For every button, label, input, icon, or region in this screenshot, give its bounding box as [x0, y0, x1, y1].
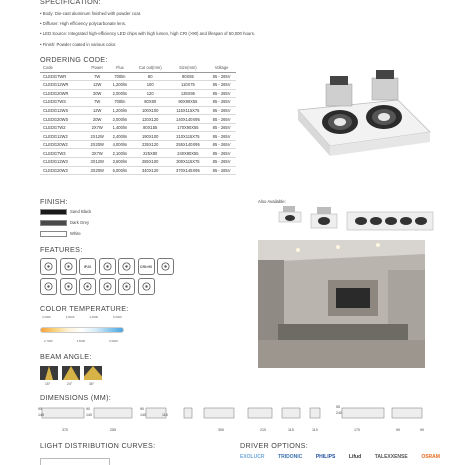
table-cell: 2,000lm: [108, 89, 132, 98]
table-cell: 2X12W: [86, 132, 108, 141]
table-header-cell: Voltage: [207, 64, 236, 72]
dimension-drawing: [248, 408, 272, 418]
table-cell: 7W: [86, 98, 108, 107]
table-cell: 120: [132, 89, 169, 98]
table-cell: 2X7W: [86, 123, 108, 132]
table-cell: 85 - 265V: [207, 123, 236, 132]
table-cell: 85 - 265V: [207, 166, 236, 175]
beam-angle-image: [62, 366, 80, 380]
dimension-label: 210: [260, 428, 266, 432]
table-cell: 2,400lm: [108, 132, 132, 141]
dimension-label: 240: [336, 411, 342, 415]
table-cell: 700lm: [108, 72, 132, 81]
beam-angle-image: [84, 366, 102, 380]
spec-item: • Finish: Powder coated in various color.: [40, 40, 330, 50]
also-available-label: Also Available:: [258, 199, 286, 204]
driver-brand-logo: TALEXXENSE: [374, 454, 408, 460]
table-cell: 240X90X55: [169, 149, 207, 158]
dimming-icon: [40, 278, 57, 295]
color-temp-gradient: [40, 327, 124, 333]
table-cell: 3X20W: [86, 166, 108, 175]
table-cell: 20W: [86, 89, 108, 98]
table-cell: 700lm: [108, 98, 132, 107]
table-header-row: [40, 64, 236, 72]
table-cell: 1,200lm: [108, 106, 132, 115]
dimension-drawing: [342, 408, 384, 418]
table-cell: 80: [132, 72, 169, 81]
driver-brand-logo: EXOLUCR: [240, 454, 265, 460]
table-cell: 3X7W: [86, 149, 108, 158]
dimension-label: 55: [336, 405, 340, 409]
beam-angle-label: 36°: [89, 382, 95, 386]
table-cell: 85 - 265V: [207, 132, 236, 141]
color-temp-tick: 5,000K: [113, 315, 122, 319]
table-header-cell: Size(mm): [169, 64, 207, 72]
table-cell: 90X90X55: [169, 98, 207, 107]
beam-angle-label: 15°: [45, 382, 51, 386]
dimension-label: 95: [38, 407, 42, 411]
spec-title: SPECIFICATION:: [40, 0, 101, 6]
dimension-drawing: [42, 408, 84, 418]
table-cell: 2X20W: [86, 140, 108, 149]
table-cell: 85 - 265V: [207, 98, 236, 107]
beam-angle-images: [40, 366, 102, 380]
spec-item: • Diffuser: High efficiency polycarbonate lens.: [40, 19, 330, 29]
table-cell: 140X140X95: [169, 115, 207, 124]
cutout-icon: [79, 278, 96, 295]
finish-swatch: [40, 220, 67, 226]
table-cell: 340X120: [132, 166, 169, 175]
ordering-table: [40, 64, 236, 175]
color-temp-tick: 3,000K: [65, 315, 75, 319]
color-temp-sub-labels: [44, 339, 118, 343]
table-cell: 4,000lm: [108, 140, 132, 149]
dimension-label: 90: [420, 428, 424, 432]
table-cell: CLEDG7WR: [40, 72, 86, 81]
table-cell: CLEDG20WS: [40, 115, 86, 124]
color-temp-sub-label: 6,500K: [109, 339, 118, 343]
table-row: [40, 81, 236, 90]
spec-item: • LED Source: Integrated high-efficiency LED chips with high lumen, high CRI (>90) and lifespan of 50,000 hours.: [40, 29, 330, 39]
table-cell: 210X115X75: [169, 132, 207, 141]
dimension-label: 140: [140, 413, 146, 417]
table-cell: 85 - 265V: [207, 157, 236, 166]
dimension-drawing: [392, 408, 422, 418]
table-cell: 170X90X55: [169, 123, 207, 132]
table-cell: 85 - 265V: [207, 115, 236, 124]
table-cell: 7W: [86, 72, 108, 81]
table-row: [40, 72, 236, 81]
table-row: [40, 115, 236, 124]
driver-brand-logo: TRIDONIC: [278, 454, 303, 460]
table-cell: 1,200lm: [108, 81, 132, 90]
dimension-drawing: [310, 408, 320, 418]
uv-free-icon: [118, 278, 135, 295]
finish-label: Dark Grey: [70, 220, 90, 225]
driver-brand-logo: Lifud: [348, 454, 362, 460]
features-grid: [40, 258, 180, 295]
driver-brand-logo: PHILIPS: [315, 454, 336, 460]
driver-title: DRIVER OPTIONS:: [240, 441, 308, 450]
light-distribution-curve: [40, 458, 110, 465]
table-cell: CLEDG12WR: [40, 81, 86, 90]
table-cell: 190X100: [132, 132, 169, 141]
features-title: FEATURES:: [40, 245, 83, 254]
dimension-label: 300: [218, 428, 224, 432]
table-cell: CLEDG20W2: [40, 140, 86, 149]
dimension-label: 255: [110, 428, 116, 432]
table-cell: 85 - 265V: [207, 140, 236, 149]
color-temp-sub-label: 2,700K: [44, 339, 53, 343]
table-cell: 85 - 265V: [207, 149, 236, 158]
cri-icon: [138, 258, 155, 275]
table-cell: 85 - 265V: [207, 81, 236, 90]
table-row: [40, 123, 236, 132]
dimension-label: 370: [62, 428, 68, 432]
table-cell: CLEDG20WR: [40, 89, 86, 98]
color-temp-tick: 4,000K: [89, 315, 99, 319]
driver-brand-logo: OSRAM: [421, 454, 440, 460]
table-row: [40, 149, 236, 158]
table-row: [40, 140, 236, 149]
dimension-label: 90: [140, 407, 144, 411]
table-row: [40, 98, 236, 107]
dimension-label: 115: [162, 413, 168, 417]
table-cell: 235X120: [132, 140, 169, 149]
flicker-free-icon: [138, 278, 155, 295]
beam-angle-label: 24°: [67, 382, 73, 386]
color-temp-title: COLOR TEMPERATURE:: [40, 304, 129, 313]
table-cell: CLEDG12W2: [40, 132, 86, 141]
finish-title: FINISH:: [40, 197, 68, 206]
table-cell: 3X12W: [86, 157, 108, 166]
dimension-label: 145: [38, 413, 44, 417]
dimensions-title: DIMENSIONS (MM):: [40, 393, 112, 402]
dimension-drawing: [282, 408, 300, 418]
dimension-label: 115: [288, 428, 294, 432]
finish-option: [40, 208, 91, 215]
table-cell: 100X100: [132, 106, 169, 115]
table-cell: 110X75: [169, 81, 207, 90]
ip20-icon: [79, 258, 96, 275]
driver-icon: [118, 258, 135, 275]
table-cell: CLEDG7W2: [40, 123, 86, 132]
beam-title: BEAM ANGLE:: [40, 352, 92, 361]
table-cell: CLEDG12WS: [40, 106, 86, 115]
dimension-drawings: [36, 404, 428, 434]
table-row: [40, 132, 236, 141]
table-header-cell: Cut out(mm): [132, 64, 169, 72]
table-cell: 100: [132, 81, 169, 90]
table-cell: 300X115X75: [169, 157, 207, 166]
table-cell: 90X55: [169, 72, 207, 81]
table-cell: 85 - 265V: [207, 89, 236, 98]
dimension-label: 110: [312, 428, 318, 432]
dimension-label: 90: [396, 428, 400, 432]
rotate-icon: [60, 258, 77, 275]
table-cell: CLEDG7WS: [40, 98, 86, 107]
dimension-label: 170: [354, 428, 360, 432]
feature-badge-text: IP20: [83, 264, 92, 269]
table-cell: 2,100lm: [108, 149, 132, 158]
table-cell: 80X80: [132, 98, 169, 107]
finish-label: Sand Black: [70, 209, 92, 214]
finish-swatch: [40, 231, 67, 237]
table-cell: 12W: [86, 81, 108, 90]
beam-angle-image: [40, 366, 58, 380]
table-cell: 80X155: [132, 123, 169, 132]
feature-badge-text: CRI>90: [139, 264, 153, 269]
table-cell: 255X140X95: [169, 140, 207, 149]
spec-item: • Body: Die-cast aluminum finished with powder coat.: [40, 9, 330, 19]
color-temp-tick: 3,200K: [42, 315, 51, 319]
dimension-label: 90: [86, 407, 90, 411]
table-header-cell: Power: [86, 64, 108, 72]
table-header-cell: Code: [40, 64, 86, 72]
table-cell: CLEDG20W3: [40, 166, 86, 175]
table-header-cell: Flux: [108, 64, 132, 72]
color-temp-ticks: [42, 315, 122, 319]
table-cell: 85 - 265V: [207, 72, 236, 81]
table-cell: 1,400lm: [108, 123, 132, 132]
dimension-drawing: [204, 408, 234, 418]
table-cell: 120X120: [132, 115, 169, 124]
recessed-icon: [60, 278, 77, 295]
ordering-table-body: [40, 72, 236, 175]
table-cell: 85 - 265V: [207, 106, 236, 115]
product-image: [288, 70, 438, 180]
table-cell: CLEDG12W3: [40, 157, 86, 166]
table-cell: 2,000lm: [108, 115, 132, 124]
color-temp-sub-label: 3,500K: [76, 339, 86, 343]
table-cell: 135X95: [169, 89, 207, 98]
lifespan-icon: [157, 258, 174, 275]
table-cell: 3,600lm: [108, 157, 132, 166]
table-row: [40, 157, 236, 166]
dimension-drawing: [94, 408, 132, 418]
alternative-products-image: [275, 206, 435, 234]
driver-logos: [240, 452, 440, 462]
table-row: [40, 106, 236, 115]
table-cell: 12W: [86, 106, 108, 115]
table-row: [40, 89, 236, 98]
chip-icon: [99, 258, 116, 275]
dimension-label: 140: [86, 413, 92, 417]
room-application-photo: [258, 240, 425, 368]
finish-option: [40, 219, 89, 226]
dimension-drawing: [184, 408, 192, 418]
table-cell: 225X80: [132, 149, 169, 158]
table-cell: 285X100: [132, 157, 169, 166]
finish-swatch: [40, 209, 67, 215]
finish-option: [40, 230, 81, 237]
table-cell: 20W: [86, 115, 108, 124]
table-cell: 370X145X95: [169, 166, 207, 175]
table-cell: CLEDG7W3: [40, 149, 86, 158]
spec-list: [40, 9, 330, 50]
table-cell: 115X115X75: [169, 106, 207, 115]
finish-label: White: [70, 231, 81, 236]
table-cell: 6,000lm: [108, 166, 132, 175]
warranty-icon: [99, 278, 116, 295]
ordering-title: ORDERING CODE:: [40, 55, 108, 64]
adjustable-tilt-icon: [40, 258, 57, 275]
ldc-title: LIGHT DISTRIBUTION CURVES:: [40, 441, 156, 450]
table-row: [40, 166, 236, 175]
